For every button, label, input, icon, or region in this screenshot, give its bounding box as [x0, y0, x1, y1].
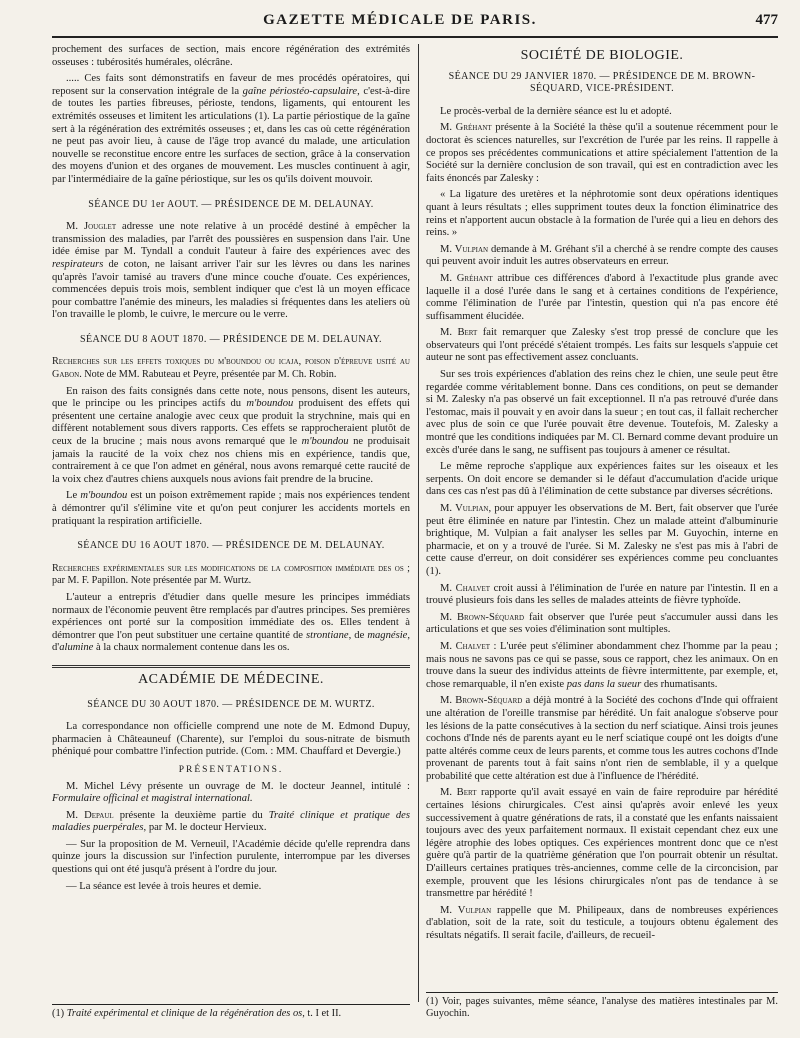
footnote: (1) Voir, pages suivantes, même séance, l'analyse des matières intestinales par M. Guyochin.	[426, 996, 778, 1020]
paragraph: L'auteur a entrepris d'étudier dans quelle mesure les principes immédiats normaux de l'économie peuvent être remplacés par d'autres principes. Ses premières expériences ont porté sur la composition immédiate des os. Elles tendent à démontrer que l'on peut substituer une certaine quantité de strontiane, de magnésie, d'alumine à la chaux normalement contenue dans les os.	[52, 591, 410, 654]
paragraph: M. Jouglet adresse une note relative à un procédé destiné à empêcher la transmission des maladies, par l'arrêt des poussières en suspension dans l'air. Une idée émise par M. Tyndall a conduit l'auteur à faire des expériences avec des respirateurs de coton, ne laisant arriver l'air sur les lèvres ou dans les narines qu'après l'avoir tamisé au travers d'une mince couche d'ouate. Ces expériences, commencées depuis trois mois, semblent indiquer que c'est là un moyen efficace pour combattre l'anémie des mineurs, les maladies si fréquentes dans les ateliers où l'on travaille le plomb, le cuivre, le mercure ou le verre.	[52, 221, 410, 321]
page-number: 477	[755, 12, 778, 28]
paragraph: La correspondance non officielle comprend une note de M. Edmond Dupuy, pharmacien à Châteauneuf (Charente), sur l'emploi du sous-nitrate de bismuth phéniqué pour combattre l'infection putride. (Com. : MM. Chauffard et Devergie.)	[52, 721, 410, 758]
section-title: ACADÉMIE DE MÉDECINE.	[138, 671, 324, 687]
sitting-heading: SÉANCE DU 29 JANVIER 1870. — PRÉSIDENCE DE M. BROWN-SÉQUARD, VICE-PRÉSIDENT.	[448, 70, 756, 95]
sitting-heading: SÉANCE DU 1er AOUT. — PRÉSIDENCE DE M. DELAUNAY.	[88, 198, 374, 210]
paragraph: M. Vulpian rappelle que M. Philipeaux, dans de nombreuses expériences d'ablation, soit de la rate, soit du testicule, a toujours obtenu également des résultats négatifs. Il serait facile, d'ailleurs, de recueil-	[426, 904, 778, 941]
journal-title: GAZETTE MÉDICALE DE PARIS.	[263, 12, 537, 28]
page-header	[0, 0, 800, 44]
paragraph: Le même reproche s'applique aux expériences faites sur les oiseaux et les serpents. On doit encore se demander si le défaut d'accumulation d'acide urique dans ces cas n'est pas dû à l'élimination de cette substance par diverses sécrétions.	[426, 461, 778, 498]
paragraph: — Sur la proposition de M. Verneuil, l'Académie décide qu'elle reprendra dans quinze jours la discussion sur l'infection purulente, interrompue par les diverses questions qui ont été jusqu'à présent à l'ordre du jour.	[52, 838, 410, 876]
sitting-heading: SÉANCE DU 16 AOUT 1870. — PRÉSIDENCE DE M. DELAUNAY.	[77, 540, 385, 552]
paragraph: M. Chalvet : L'urée peut s'éliminer abondamment chez l'homme par la peau ; mais nous ne savons pas ce qui se passe, sous ce rapport, chez les animaux. On en trouve dans la sueur des individus atteints de fièvre intermittente, par exemple, et, chose remarquable, il n'en existe pas dans la sueur des rhumatisants.	[426, 640, 778, 690]
subsection-heading: PRÉSENTATIONS.	[178, 764, 284, 775]
paragraph: prochement des surfaces de section, mais encore régénération des extrémités osseuses : tubérosités humérales, olécrâne.	[52, 44, 410, 68]
footnote: (1) Traité expérimental et clinique de la régénération des os, t. I et II.	[52, 1008, 342, 1019]
right-column	[426, 44, 778, 1004]
footnote-rule	[426, 992, 778, 993]
paragraph: Le m'boundou est un poison extrêmement rapide ; mais nos expériences tendent à démontrer qu'il s'élimine vite et qu'on peut conjurer les accidents mortels en pratiquant la respiration artificielle.	[52, 490, 410, 527]
section-title: SOCIÉTÉ DE BIOLOGIE.	[520, 48, 684, 63]
paragraph: M. Vulpian, pour appuyer les observations de M. Bert, fait observer que l'urée peut être éliminée en nature par l'intestin. Chez un malade atteint d'albuminurie brightique, M. Vulpian a fait analyser les selles par M. Guyochin, interne en pharmacie, et on y a trouvé de l'urée. Si M. Zalesky ne s'est pas mis à l'abri de cette cause d'erreur, on doit considérer ses expériences comme peu concluantes (1).	[426, 503, 778, 577]
paragraph: M. Gréhant attribue ces différences d'abord à l'exactitude plus grande avec laquelle il a dosé l'urée dans le sang et à certaines conditions de l'expérience, comme l'élimination de l'urée par l'intestin, question qui n'a pas encore été suffisamment élucidée.	[426, 272, 778, 322]
left-column	[52, 44, 410, 1004]
paragraph: M. Chalvet croit aussi à l'élimination de l'urée en nature par l'intestin. Il en a trouvé plusieurs fois dans les selles de malades atteints de fièvre typhoïde.	[426, 582, 778, 607]
paragraph: M. Gréhant présente à la Société la thèse qu'il a soutenue récemment pour le doctorat ès sciences naturelles, sur l'excrétion de l'urée par les reins. Il rappelle à ce propos ses précédentes communications et attire spécialement l'attention de la Société sur la dernière conclusion de son travail, qui est en contradiction avec les faits énoncés par Zalesky :	[426, 122, 778, 184]
paragraph: Sur ses trois expériences d'ablation des reins chez le chien, une seule peut être regardée comme véritablement bonne. Dans ces conditions, on peut se demander si M. Zalesky n'a pas observé un fait exceptionnel. Il n'a pas retrouvé d'urée dans l'estomac, mais il pouvait y en avoir dans la sueur ; en tout cas, il fallait rechercher avec plus de soin ce que l'urée pouvait être devenue. Toutefois, M. Zalesky a montré que les conditions indiquées par M. Cl. Bernard comme devant produire un excès d'urée dans le sang, ne suffisent pas toujours à amener ce résultat.	[426, 369, 778, 456]
paragraph: M. Vulpian demande à M. Gréhant s'il a cherché à se rendre compte des causes qui peuvent avoir induit les autres observateurs en erreur.	[426, 243, 778, 268]
section-rule	[52, 665, 410, 668]
sitting-heading: SÉANCE DU 30 AOUT 1870. — PRÉSIDENCE DE M. WURTZ.	[87, 698, 375, 710]
paragraph: — La séance est levée à trois heures et demie.	[66, 880, 262, 892]
paragraph: M. Brown-Séquard a déjà montré à la Société des cochons d'Inde qui offraient une altération de l'oreille transmise par hérédité. Un fait analogue s'observe pour les lésions de la patte consécutives à la section du nerf sciatique. Ainsi trois jeunes cochons d'Inde nés de parents ayant eu le nerf sciatique coupé ont les doigts d'une patte altérés comme ceux de leurs parents, et comme tous les autres cochons d'Inde provenant de parents tout à fait sains n'ont rien de semblable, il y a quelque probabilité que cette altération est due à l'influence de l'hérédité.	[426, 695, 778, 782]
footnote-rule	[52, 1004, 410, 1005]
paragraph: Le procès-verbal de la dernière séance est lu et adopté.	[440, 105, 672, 117]
report-title: Recherches sur les effets toxiques du m'boundou ou icaja, poison d'épreuve usité au Gabon. Note de MM. Rabuteau et Peyre, présentée par M. Ch. Robin.	[52, 356, 410, 381]
paragraph: M. Bert rapporte qu'il avait essayé en vain de faire reproduire par hérédité certaines lésions chirurgicales. C'est ainsi qu'après avoir enlevé les yeux successivement à quatre générations de rats, il a constaté que les enfants naissaient toujours avec des yeux parfaitement normaux. Il existait cependant chez eux une légère atrophie des lobes optiques. Ces expériences montrent donc que ce n'est guère qu'à partir de la quatrième génération que l'on pourrait obtenir un résultat. D'ailleurs certaines pratiques très-anciennes, comme celle de la circoncision, par exemple, prouvent que les lésions chirurgicales n'ont pas de tendance à se transmettre par hérédité !	[426, 787, 778, 900]
header-rule	[52, 36, 778, 38]
column-divider	[418, 44, 419, 1002]
paragraph: M. Michel Lévy présente un ouvrage de M. le docteur Jeannel, intitulé : Formulaire officinal et magistral international.	[52, 780, 410, 805]
paragraph: M. Brown-Séquard fait observer que l'urée peut s'accumuler aussi dans les articulations et que ses voies d'élimination sont multiples.	[426, 611, 778, 636]
sitting-heading: SÉANCE DU 8 AOUT 1870. — PRÉSIDENCE DE M. DELAUNAY.	[80, 333, 382, 345]
paragraph: En raison des faits consignés dans cette note, nous pensons, disent les auteurs, que le principe ou les principes actifs du m'boundou produisent des effets qui présentent une certaine analogie avec ceux que produit la strychnine, mais qui en diffèrent notablement sous divers rapports. Ces effets se rapprocheraient plutôt de ceux de la brucine ; mais nous avons remarqué que le m'boundou ne produisait jamais la raucité de la voix chez nos chiens mis en expérience, tandis que, contrairement à ce que l'on admet en général, nous avons remarqué cette raucité de la voix chez d'autres chiens auxquels nous avions fait prendre de la brucine.	[52, 385, 410, 485]
paragraph: ..... Ces faits sont démonstratifs en faveur de mes procédés opératoires, qui reposent sur la conservation intégrale de la gaîne périostéo-capsulaire, c'est-à-dire de toutes les parties fibreuses, périoste, tendons, ligaments, qui entourent les extrémités osseuses et limitent les articulations (1). La partie périostique de la gaîne sert à la régénération des extrémités osseuses ; et, dans les cas où cette régénération ne peut pas avoir lieu, à cause de l'âge trop avancé du malade, une articulation nouvelle se reconstitue encore entre les surfaces de section, grâce à la conservation des moyens d'union et des organes de mouvement. Les muscles continuent à agir, par l'intermédiaire de la gaîne périostique, sur les os qu'ils doivent mouvoir.	[52, 73, 410, 185]
report-title: Recherches expérimentales sur les modifications de la composition immédiate des os ; par M. F. Papillon. Note présentée par M. Wurtz.	[52, 562, 410, 587]
paragraph: M. Bert fait remarquer que Zalesky s'est trop pressé de conclure que les observateurs qui l'ont précédé s'étaient trompés. Les faits sur lesquels s'appuie cet auteur ne sont pas effectivement assez concluants.	[426, 327, 778, 364]
paragraph: « La ligature des uretères et la néphrotomie sont deux opérations identiques quant à leurs résultats ; elles suppriment toutes deux la fonction éliminatrice des reins et n'apportent aucun obstacle à la formation de l'urée qui a lieu en dehors des reins. »	[426, 189, 778, 239]
paragraph: M. Depaul présente la deuxième partie du Traité clinique et pratique des maladies puerpérales, par M. le docteur Hervieux.	[52, 809, 410, 834]
